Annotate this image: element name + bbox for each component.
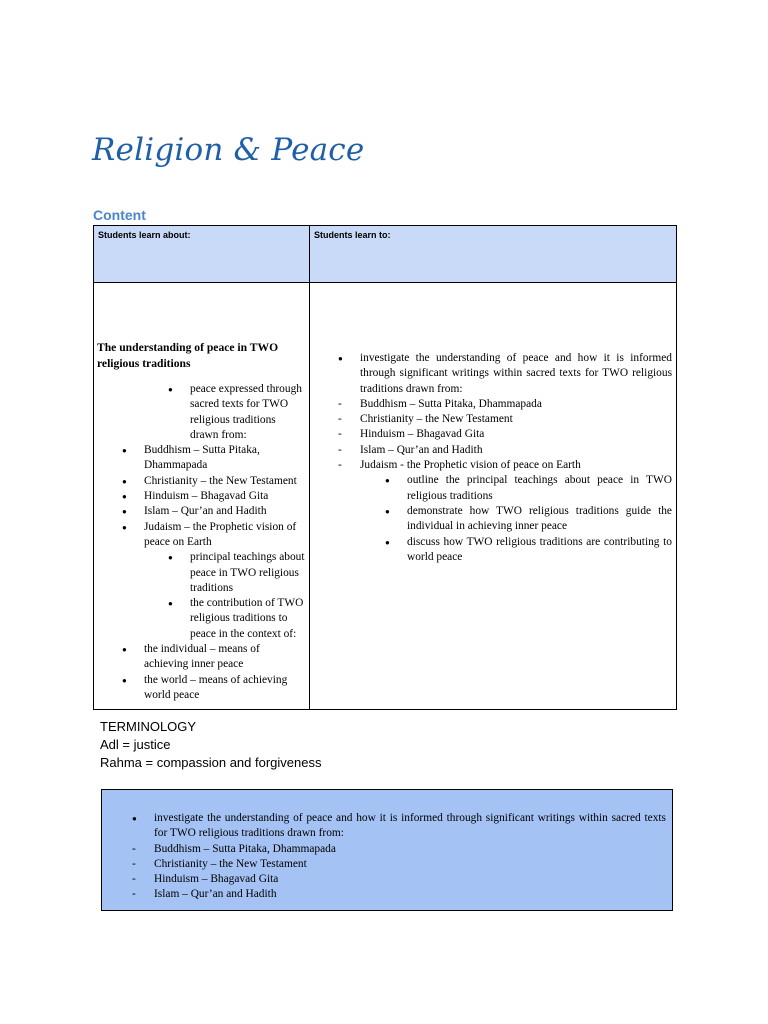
list-item: ● demonstrate how TWO religious traditions guide the individual in achieving inner peace: [407, 504, 672, 535]
list-item: ● principal teachings about peace in TWO religious traditions: [190, 550, 305, 596]
table-header-row: [94, 226, 677, 283]
list-item: - Buddhism – Sutta Pitaka, Dhammapada: [154, 842, 666, 857]
learn-to-traditions-list: [313, 397, 672, 473]
intro-list: [97, 382, 305, 443]
list-item: ● outline the principal teachings about peace in TWO religious traditions: [407, 473, 672, 504]
learn-to-cell: [310, 283, 677, 710]
list-item: - Islam – Qur’an and Hadith: [360, 443, 672, 458]
section-heading-content: Content: [93, 207, 146, 223]
list-item: ● Hinduism – Bhagavad Gita: [144, 489, 305, 504]
callout-traditions-list: [108, 842, 666, 903]
header-students-learn-about: Students learn about:: [94, 226, 310, 283]
context-list: [97, 642, 305, 703]
list-item: - Islam – Qur’an and Hadith: [154, 887, 666, 902]
list-item: ● discuss how TWO religious traditions are contributing to world peace: [407, 535, 672, 566]
list-item: ● investigate the understanding of peace and how it is informed through significant writings within sacred texts for TWO religious traditions drawn from:: [154, 811, 666, 842]
list-item: - Hinduism – Bhagavad Gita: [360, 427, 672, 442]
learn-to-intro-list: [313, 351, 672, 397]
callout-bullet-list: [108, 811, 666, 842]
list-item: ● the world – means of achieving world peace: [144, 673, 305, 704]
list-item: - Judaism - the Prophetic vision of peace on Earth: [360, 458, 672, 473]
page-title: Religion & Peace: [92, 132, 365, 168]
learn-about-heading: The understanding of peace in TWO religious traditions: [97, 341, 279, 370]
terminology-heading: TERMINOLOGY: [100, 719, 197, 734]
list-item: ● the contribution of TWO religious traditions to peace in the context of:: [190, 596, 305, 642]
list-item: ● Islam – Qur’an and Hadith: [144, 504, 305, 519]
sub-bullets-list: [97, 550, 305, 642]
traditions-list: [97, 443, 305, 550]
term-adl: Adl = justice: [100, 737, 171, 752]
list-item: - Christianity – the New Testament: [360, 412, 672, 427]
syllabus-table: [93, 225, 677, 710]
learn-to-sub-list: [313, 473, 672, 565]
table-content-row: [94, 283, 677, 710]
term-rahma: Rahma = compassion and forgiveness: [100, 755, 322, 770]
list-item: - Buddhism – Sutta Pitaka, Dhammapada: [360, 397, 672, 412]
list-item: ● investigate the understanding of peace and how it is informed through significant writings within sacred texts for TWO religious traditions drawn from:: [360, 351, 672, 397]
learn-about-cell: [94, 283, 310, 710]
terminology-block: [100, 718, 321, 772]
list-item: - Hinduism – Bhagavad Gita: [154, 872, 666, 887]
list-item: ● peace expressed through sacred texts for TWO religious traditions drawn from:: [190, 382, 305, 443]
list-item: ● Buddhism – Sutta Pitaka, Dhammapada: [144, 443, 305, 474]
callout-box: [101, 789, 673, 911]
list-item: ● the individual – means of achieving inner peace: [144, 642, 305, 673]
list-item: - Christianity – the New Testament: [154, 857, 666, 872]
list-item: ● Judaism – the Prophetic vision of peace on Earth: [144, 520, 305, 551]
list-item: ● Christianity – the New Testament: [144, 474, 305, 489]
header-students-learn-to: Students learn to:: [310, 226, 677, 283]
